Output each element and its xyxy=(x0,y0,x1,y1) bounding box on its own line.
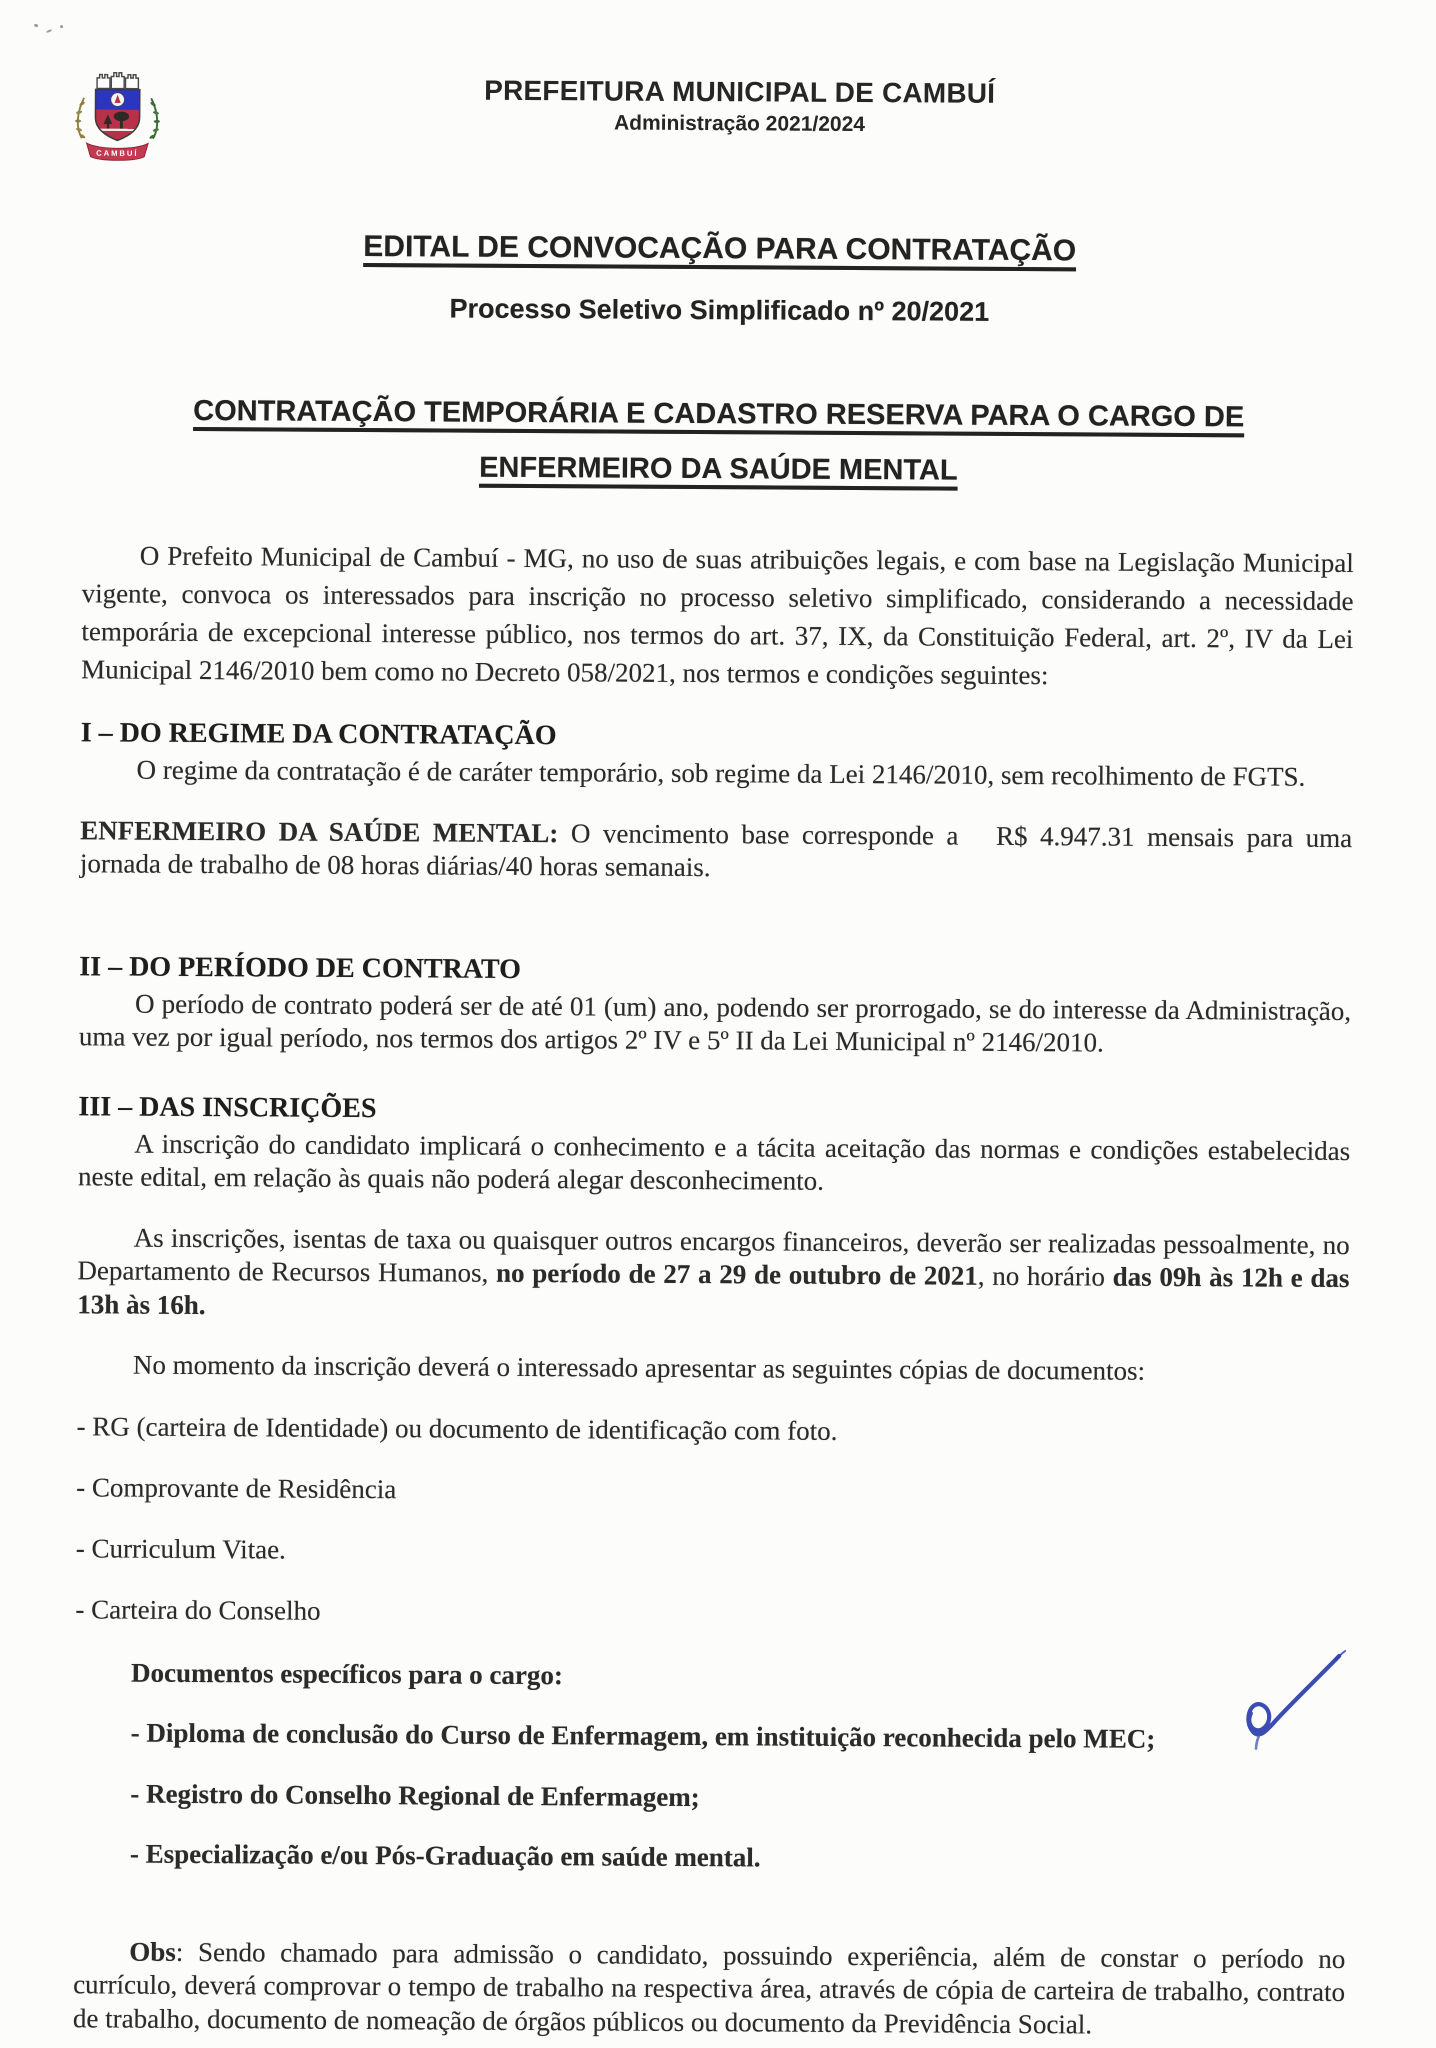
obs-text: : Sendo chamado para admissão o candidato, possuindo experiência, além de constar o período no currículo, deverá comprovar o tempo de trabalho na respectiva área, através de cópia de carteira de trabalho, contrato de trabalho, documento de nomeação de órgãos públicos ou documento da Previdência Social. xyxy=(72,1936,1346,2039)
insc-seg3: , no horário xyxy=(977,1260,1113,1292)
cargo-name-bold: ENFERMEIRO DA SAÚDE MENTAL: xyxy=(80,814,559,848)
insc-hours-bold: das 09h às 12h e das 13h às 16h. xyxy=(77,1261,1350,1320)
salary-text: O vencimento base corresponde a R$ 4.947.31 mensais para uma jornada de trabalho de 08 horas diárias/40 horas semanais. xyxy=(79,817,1353,883)
processo-subtitle: Processo Seletivo Simplificado nº 20/2021 xyxy=(449,293,990,327)
pen-checkmark-annotation xyxy=(1225,1641,1358,1764)
cargo-title-line1: CONTRATAÇÃO TEMPORÁRIA E CADASTRO RESERVA PARA O CARGO DE xyxy=(193,394,1245,434)
document-body xyxy=(73,0,1358,2048)
section-heading-regime: I – DO REGIME DA CONTRATAÇÃO xyxy=(80,717,557,752)
banner-text: CAMBUÍ xyxy=(96,148,139,158)
edital-title: EDITAL DE CONVOCAÇÃO PARA CONTRATAÇÃO xyxy=(363,229,1077,268)
insc-period-bold: no período de 27 a 29 de outubro de 2021 xyxy=(495,1257,978,1291)
section-heading-inscricoes: III – DAS INSCRIÇÕES xyxy=(78,1090,377,1124)
insc-seg1: As inscrições, isentas de taxa ou quaisquer outros encargos financeiros, deverão ser realizadas pessoalmente, no Departamento de Recursos Humanos, xyxy=(77,1222,1350,1288)
specific-docs-heading: Documentos específicos para o cargo: xyxy=(130,1657,564,1690)
inscricoes-paragraph-2 xyxy=(77,1221,1350,1329)
specific-doc-item: - Especialização e/ou Pós-Graduação em saúde mental. xyxy=(129,1838,761,1873)
periodo-paragraph: O período de contrato poderá ser de até 01 (um) ano, podendo ser prorrogado, se do interesse da Administração, uma vez por igual período, nos termos dos artigos 2º IV e 5º II da Lei Municipal nº 2146/2010. xyxy=(78,988,1352,1058)
required-documents-list xyxy=(75,1409,1348,1634)
scan-speck xyxy=(34,23,39,27)
obs-paragraph xyxy=(73,1935,1346,2043)
scan-speck xyxy=(46,29,52,33)
document-list-item: - Comprovante de Residência xyxy=(76,1471,397,1504)
salary-paragraph xyxy=(80,814,1352,889)
section-heading-periodo: II – DO PERÍODO DE CONTRATO xyxy=(79,950,522,985)
document-list-item: - Carteira do Conselho xyxy=(75,1593,321,1626)
cargo-title xyxy=(82,383,1355,501)
specific-doc-item: - Diploma de conclusão do Curso de Enfermagem, em instituição reconhecida pelo MEC; xyxy=(130,1717,1156,1754)
regime-paragraph: O regime da contratação é de caráter temporário, sob regime da Lei 2146/2010, sem recolhimento de FGTS. xyxy=(136,754,1306,792)
obs-label: Obs xyxy=(129,1936,176,1967)
org-name: PREFEITURA MUNICIPAL DE CAMBUÍ xyxy=(484,74,996,109)
inscricoes-paragraph-3: No momento da inscrição deverá o interessado apresentar as seguintes cópias de documentos: xyxy=(132,1349,1146,1386)
scan-speck xyxy=(60,25,63,28)
specific-doc-item: - Registro do Conselho Regional de Enfermagem; xyxy=(130,1778,700,1812)
inscricoes-paragraph-1: A inscrição do candidato implicará o conhecimento e a tácita aceitação das normas e condições estabelecidas neste edital, em relação às quais não poderá alegar desconhecimento. xyxy=(77,1128,1351,1196)
document-list-item: - Curriculum Vitae. xyxy=(75,1532,286,1565)
administration-period: Administração 2021/2024 xyxy=(613,111,866,137)
document-list-item: - RG (carteira de Identidade) ou documento de identificação com foto. xyxy=(76,1410,838,1446)
cargo-title-line2: ENFERMEIRO DA SAÚDE MENTAL xyxy=(479,451,958,487)
intro-paragraph: O Prefeito Municipal de Cambuí - MG, no uso de suas atribuições legais, e com base na Legislação Municipal vigente, convoca os interessados para inscrição no processo seletivo simplificado, considerando a necessidade temporária de excepcional interesse público, nos termos do art. 37, IX, da Constituição Federal, art. 2º, IV da Lei Municipal 2146/2010 bem como no Decreto 058/2021, nos termos e condições seguintes: xyxy=(81,540,1354,691)
